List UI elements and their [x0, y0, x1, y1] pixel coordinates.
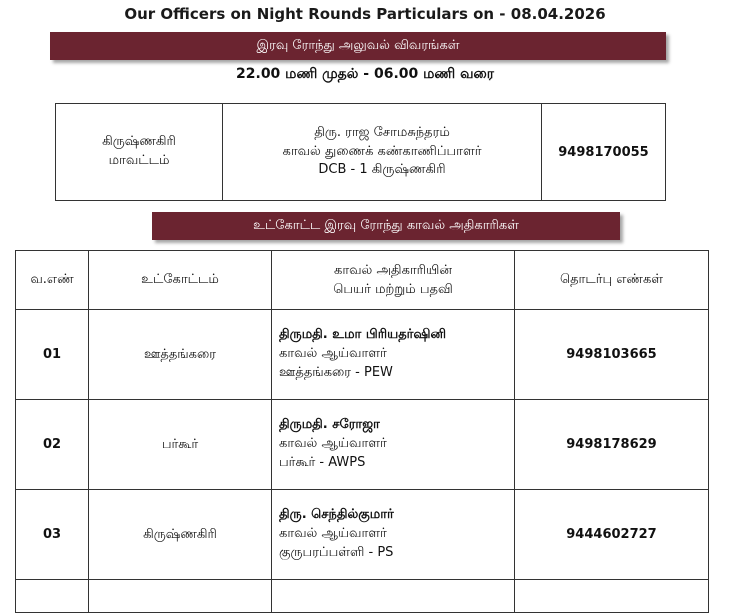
row-subdivision [89, 580, 272, 613]
page-title: Our Officers on Night Rounds Particulars on - 08.04.2026 [124, 5, 606, 23]
district-officer-rank: காவல் துணைக் கண்காணிப்பாளர் [282, 143, 482, 159]
officer-station: குருபரப்பள்ளி - PS [279, 544, 394, 560]
row-officer [272, 580, 515, 613]
table-row [16, 310, 709, 400]
district-name-line1: கிருஷ்ணகிரி [102, 134, 176, 150]
row-phone: 9498103665 [515, 310, 709, 400]
row-officer [272, 400, 515, 490]
row-subdivision: பர்கூர் [89, 400, 272, 490]
header-serial: வ.எண் [16, 251, 89, 310]
officer-rank: காவல் ஆய்வாளர் [279, 526, 387, 542]
subdivision-officers-banner: உட்கோட்ட இரவு ரோந்து காவல் அதிகாரிகள் [152, 212, 620, 240]
header-officer [272, 251, 515, 310]
officer-station: பர்கூர் - AWPS [279, 454, 366, 470]
officer-name: திருமதி. உமா பிரியதர்ஷினி [279, 327, 447, 343]
district-officer-cell [223, 104, 542, 201]
header-officer-line2: பெயர் மற்றும் பதவி [333, 282, 453, 297]
row-serial: 03 [16, 490, 89, 580]
row-serial: 02 [16, 400, 89, 490]
table-row [16, 400, 709, 490]
officer-station: ஊத்தங்கரை - PEW [279, 364, 393, 380]
district-officer-name: திரு. ராஜ சோமசுந்தரம் [314, 124, 450, 140]
table-row [56, 104, 666, 201]
district-officer-unit: DCB - 1 கிருஷ்ணகிரி [318, 162, 446, 178]
row-subdivision: கிருஷ்ணகிரி [89, 490, 272, 580]
header-contact: தொடர்பு எண்கள் [515, 251, 709, 310]
district-officer-table [55, 103, 666, 201]
row-phone [515, 580, 709, 613]
table-row [16, 490, 709, 580]
row-serial: 01 [16, 310, 89, 400]
officer-rank: காவல் ஆய்வாளர் [279, 346, 387, 362]
row-phone: 9498178629 [515, 400, 709, 490]
district-name-cell [56, 104, 223, 201]
table-row-partial [16, 580, 709, 613]
district-name-line2: மாவட்டம் [108, 153, 170, 168]
district-phone-cell: 9498170055 [542, 104, 666, 201]
header-officer-line1: காவல் அதிகாரியின் [334, 262, 452, 278]
table-header-row [16, 251, 709, 310]
timing-subtitle: 22.00 மணி முதல் - 06.00 மணி வரை [236, 66, 494, 82]
officer-name: திரு. செந்தில்குமார் [279, 507, 394, 523]
row-officer [272, 490, 515, 580]
officer-rank: காவல் ஆய்வாளர் [279, 436, 387, 452]
officer-name: திருமதி. சரோஜா [279, 417, 380, 433]
row-phone: 9444602727 [515, 490, 709, 580]
row-officer [272, 310, 515, 400]
night-rounds-banner: இரவு ரோந்து அலுவல் விவரங்கள் [50, 32, 666, 60]
header-subdivision: உட்கோட்டம் [89, 251, 272, 310]
row-serial [16, 580, 89, 613]
subdivision-officers-table [15, 250, 709, 613]
row-subdivision: ஊத்தங்கரை [89, 310, 272, 400]
